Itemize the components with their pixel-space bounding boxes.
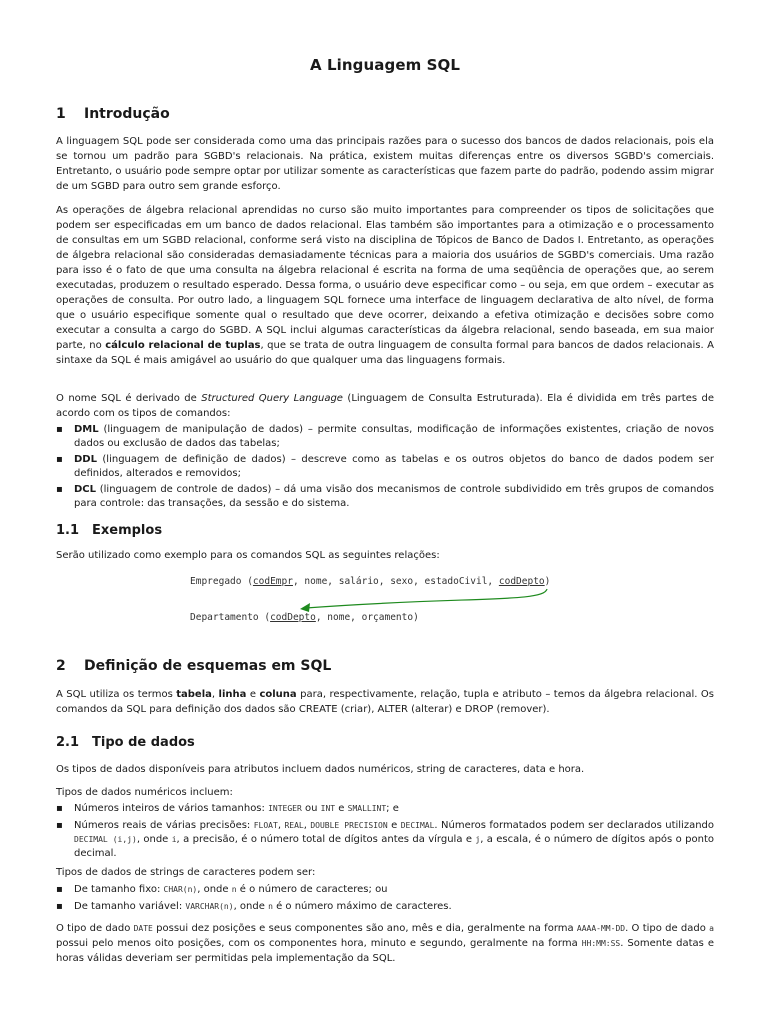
- text-run: e: [249, 689, 256, 700]
- text-run: e: [338, 803, 345, 814]
- text-run: . O tipo de dado: [625, 923, 706, 934]
- text-run: , onde: [233, 901, 265, 912]
- intro-paragraph-1: A linguagem SQL pode ser considerada como uma das principais razões para o sucesso dos bancos de dados relacionais, pois ela se tornou um padrão para SGBD's relacionais. Na prática, existem muitas diferenças entre os diversos SGBD's comerciais. Entretanto, o usuário pode sempre optar por utilizar somente as características que fazem parte do padrão, podendo assim migrar de um SGBD para outro sem grande esforço.: [56, 136, 714, 192]
- bold-term: DML: [74, 424, 99, 435]
- list-item: [56, 802, 714, 816]
- code-text: n: [231, 885, 237, 894]
- bold-term: cálculo relacional de tuplas: [105, 340, 261, 351]
- text-run: . Números formatados podem ser declarados utilizando: [434, 820, 715, 831]
- primary-key: codEmpr: [252, 576, 293, 587]
- section-title: Exemplos: [92, 523, 163, 538]
- list-item: [56, 819, 714, 861]
- section-title: Definição de esquemas em SQL: [84, 658, 332, 674]
- code-text: REAL: [284, 821, 304, 830]
- code-text: n: [268, 902, 273, 911]
- numeric-types-intro: Tipos de dados numéricos incluem:: [56, 787, 233, 798]
- text-run: possui pelo menos oito posições, com os componentes hora, minuto e segundo, geralmente na forma: [56, 938, 578, 949]
- bold-term: DDL: [74, 454, 97, 465]
- text-run: , nome, salário, sexo, estadoCivil,: [292, 576, 499, 587]
- text-run: , onde: [197, 884, 229, 895]
- section-title: Introdução: [84, 106, 170, 122]
- text-run: , a precisão, é o número total de dígitos antes da vírgula e: [176, 834, 472, 845]
- section-number: 2: [56, 658, 66, 674]
- text-run: (linguagem de manipulação de dados) – permite consultas, modificação de informações existentes, criação de novos dados ou exclusão de dados das tabelas;: [74, 424, 714, 449]
- text-run: ou: [304, 803, 318, 814]
- section-number: 1.1: [56, 523, 80, 538]
- text-run: , a escala, é o número de dígitos após o ponto decimal.: [74, 834, 714, 859]
- date-time-paragraph: [56, 921, 714, 966]
- text-run: ,: [277, 820, 282, 831]
- code-text: AAAA-MM-DD: [576, 924, 626, 933]
- text-run: ; e: [386, 803, 399, 814]
- arrow-head: [300, 603, 310, 612]
- bold-term: coluna: [259, 689, 297, 700]
- text-run: , onde: [136, 834, 169, 845]
- code-text: CHAR(n): [163, 885, 198, 894]
- code-text: j: [475, 835, 481, 844]
- text-run: (Linguagem de Consulta Estruturada). Ela é dividida em três partes de acordo com os tipos de comandos:: [56, 393, 715, 419]
- bold-term: DCL: [74, 484, 97, 495]
- section-number: 2.1: [56, 735, 80, 750]
- code-text: SMALLINT: [347, 804, 387, 813]
- text-run: O tipo de dado: [56, 923, 131, 934]
- code-text: DECIMAL (i,j): [74, 835, 137, 844]
- text-run: As operações de álgebra relacional aprendidas no curso são muito importantes para compreender os tipos de solicitações que podem ser especificadas em um banco de dados relacional. Elas também são importantes para a otimização e o processamento de consultas em um SGBD relacional, conforme será visto na disciplina de Tópicos de Banco de Dados I. Entretanto, as operações de álgebra relacional são consideradas demasiadamente técnicas para a maioria dos usuários de SGBD's comerciais. Uma razão para isso é o fato de que uma consulta na álgebra relacional é escrita na forma de uma seqüência de operações que, ao serem executadas, produzem o resultado esperado. Dessa forma, o usuário deve especificar como – ou seja, em que ordem – executar as operações de consulta. Por outro lado, a linguagem SQL fornece uma interface de linguagem declarativa de alto nível, de forma que o usuário especifique somente qual o resultado que deve ocorrer, deixando a efetiva otimização e decisões sobre como executar a consulta a cargo do SGBD. A SQL inclui algumas características da álgebra relacional, sendo baseada, em sua maior parte, no: [56, 205, 714, 351]
- text-run: é o número de caracteres; ou: [239, 884, 388, 895]
- text-run: A SQL utiliza os termos: [56, 689, 173, 700]
- text-run: Empregado (: [190, 576, 253, 587]
- code-text: VARCHAR(n): [185, 902, 234, 911]
- code-text: DECIMAL: [400, 821, 435, 830]
- code-text: DATE: [133, 924, 153, 933]
- schema-paragraph: [56, 687, 714, 717]
- text-run: (linguagem de definição de dados) – descreve como as tabelas e os outros objetos do banco de dados podem ser definidos, alterados e removidos;: [74, 454, 714, 479]
- section-title: Tipo de dados: [92, 735, 195, 750]
- list-item: [56, 883, 714, 897]
- code-text: i: [171, 835, 177, 844]
- text-run: é o número máximo de caracteres.: [276, 901, 452, 912]
- text-run: e: [391, 820, 398, 831]
- section-number: 1: [56, 106, 66, 122]
- text-run: ,: [303, 820, 307, 831]
- text-run: , nome, orçamento): [315, 612, 419, 623]
- text-run: Números inteiros de vários tamanhos:: [74, 803, 265, 814]
- text-run: O nome SQL é derivado de: [56, 393, 197, 404]
- text-run: De tamanho variável:: [74, 901, 183, 912]
- bold-term: linha: [218, 689, 247, 700]
- foreign-key: codDepto: [498, 576, 545, 587]
- text-run: . Somente datas e horas válidas deveriam ser permitidas pela implementação da SQL.: [56, 938, 714, 964]
- text-run: ): [544, 576, 551, 587]
- text-run: possui dez posições e seus componentes são ano, mês e dia, geralmente na forma: [156, 923, 574, 934]
- string-types-intro: Tipos de dados de strings de caracteres podem ser:: [56, 867, 316, 878]
- code-text: FLOAT: [253, 821, 278, 830]
- string-types-list: [56, 883, 714, 915]
- code-text: HH:MM:SS: [581, 939, 621, 948]
- text-run: , que se trata de outra linguagem de consulta formal para bancos de dados relacionais. A sintaxe da SQL é mais amigável ao usuário do que qualquer uma das linguagens formais.: [56, 340, 714, 366]
- section-2-heading: [56, 658, 331, 674]
- numeric-types-list: [56, 802, 714, 862]
- data-types-paragraph: Os tipos de dados disponíveis para atributos incluem dados numéricos, string de caracteres, data e hora.: [56, 764, 585, 775]
- code-text: INT: [320, 804, 336, 813]
- text-run: para, respectivamente, relação, tupla e atributo – temos da álgebra relacional. Os comandos da SQL para definição dos dados são CREATE (criar), ALTER (alterar) e DROP (remover).: [56, 689, 714, 715]
- code-text: INTEGER: [268, 804, 302, 813]
- text-run: Departamento (: [190, 612, 271, 623]
- section-2-1-heading: [56, 735, 195, 750]
- text-run: ,: [211, 689, 216, 700]
- examples-paragraph: Serão utilizado como exemplo para os comandos SQL as seguintes relações:: [56, 550, 440, 561]
- text-run: (linguagem de controle de dados) – dá uma visão dos mecanismos de controle subdividido em três grupos de comandos para controle: das transações, da sessão e do sistema.: [74, 484, 715, 509]
- code-text: DOUBLE PRECISION: [310, 821, 388, 830]
- primary-key: codDepto: [270, 612, 316, 623]
- text-run: De tamanho fixo:: [74, 884, 161, 895]
- bold-term: tabela: [176, 689, 212, 700]
- code-text: a: [709, 924, 714, 933]
- italic-term: Structured Query Language: [201, 393, 343, 404]
- arrow-line: [306, 589, 547, 608]
- text-run: Números reais de várias precisões:: [74, 820, 251, 831]
- document-title: A Linguagem SQL: [309, 56, 461, 74]
- list-item: [56, 900, 714, 914]
